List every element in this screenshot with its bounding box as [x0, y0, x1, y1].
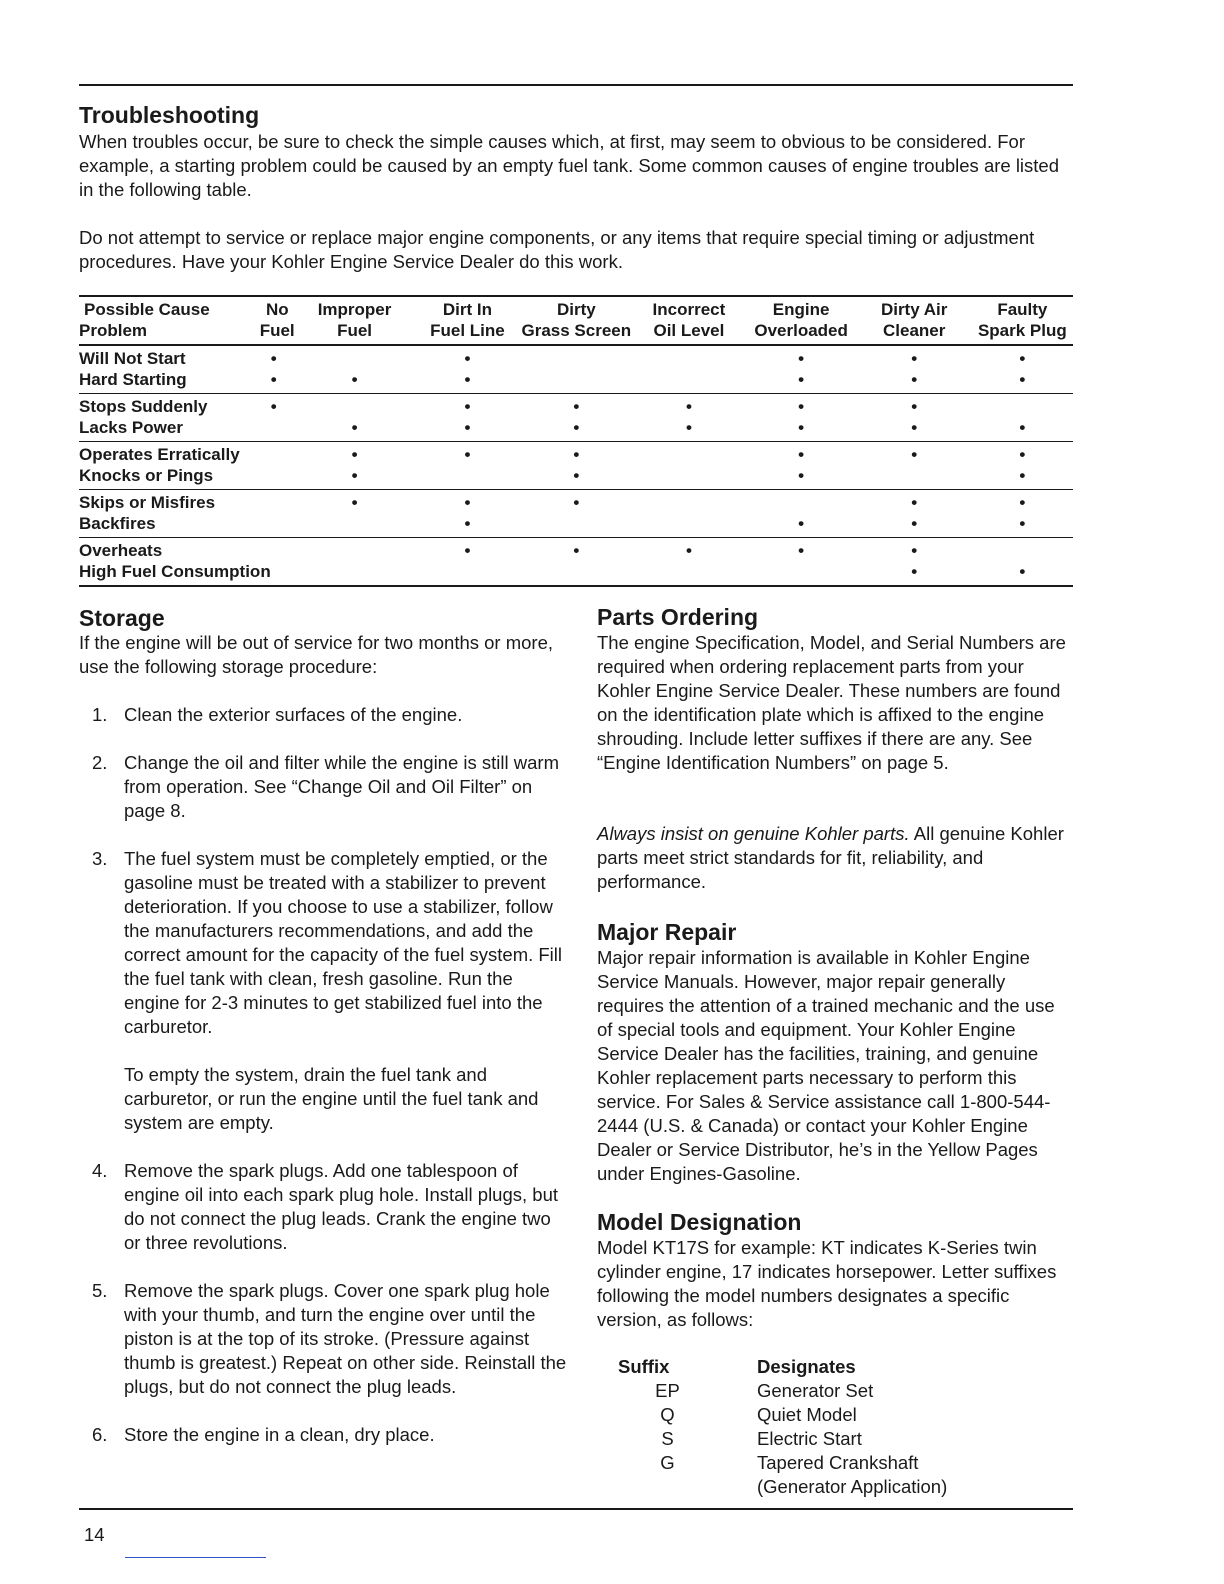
bullet-mark: •: [1019, 349, 1026, 368]
cause-mark: [632, 345, 745, 369]
col-header-0-line1: No: [265, 300, 289, 319]
step-text: Remove the spark plugs. Cover one spark plug hole with your thumb, and turn the engine over until the piston is at the top of its stroke. (Pressure against thumb is greatest.) Repeat on other side. Reinstall the plugs, but do not connect the plug leads.: [124, 1280, 567, 1397]
col-header-1-line1: Improper: [317, 300, 392, 319]
cause-mark: [632, 538, 745, 562]
table-row: [79, 394, 1073, 418]
col-header-5: [746, 296, 857, 345]
problem-label: High Fuel Consumption: [79, 562, 271, 581]
bullet-mark: •: [351, 418, 358, 437]
troubleshooting-intro: When troubles occur, be sure to check the simple causes which, at first, may seem to obvious to be considered. For example, a starting problem could be caused by an empty fuel tank. Some common causes of engine troubles are listed in the following table.: [79, 131, 1060, 200]
bullet-mark: •: [685, 418, 692, 437]
cause-mark: [746, 369, 857, 394]
link-underline: [125, 1557, 266, 1558]
table-row: [79, 490, 1073, 514]
bullet-mark: •: [1019, 493, 1026, 512]
bullet-mark: •: [911, 418, 918, 437]
bullet-mark: •: [464, 445, 471, 464]
problem-label: Will Not Start: [79, 349, 186, 368]
suffix-desc-cell: [757, 1451, 947, 1499]
cause-mark: [746, 538, 857, 562]
col-header-4-line2: Oil Level: [653, 321, 725, 340]
suffix-code: G: [660, 1452, 675, 1473]
cause-mark: [972, 394, 1073, 418]
cause-mark: [520, 345, 632, 369]
step-number: 4.: [92, 1160, 108, 1181]
cause-mark: [520, 513, 632, 538]
cause-mark: [295, 465, 415, 490]
corner-bottom-label: Problem: [79, 321, 148, 340]
table-row: [618, 1379, 947, 1403]
cause-mark: [972, 513, 1073, 538]
cause-mark: [746, 465, 857, 490]
cause-mark: [414, 538, 520, 562]
table-row: [79, 369, 1073, 394]
col-header-6-line1: Dirty Air: [880, 300, 948, 319]
cause-mark: [972, 417, 1073, 442]
bullet-mark: •: [685, 397, 692, 416]
list-item: [80, 1159, 570, 1255]
bullet-mark: •: [685, 541, 692, 560]
suffix-header-row: [618, 1355, 947, 1379]
cause-mark: [857, 490, 972, 514]
cause-mark: [271, 369, 295, 394]
problem-label: Backfires: [79, 514, 156, 533]
bullet-mark: •: [1019, 418, 1026, 437]
problem-label: Skips or Misfires: [79, 493, 216, 512]
cause-mark: [857, 538, 972, 562]
cause-mark: [972, 442, 1073, 466]
col-header-1-line2: Fuel: [337, 321, 373, 340]
bullet-mark: •: [351, 466, 358, 485]
bullet-mark: •: [798, 541, 805, 560]
cause-mark: [295, 561, 415, 586]
bullet-mark: •: [911, 493, 918, 512]
major-repair-body: Major repair information is available in Kohler Engine Service Manuals. However, major repair generally requires the attention of a trained mechanic and the use of special tools and equipment. Your Kohler Engine Service Dealer has the facilities, training, and genuine Kohler replacement parts necessary to perform this service. For Sales & Service assistance call 1-800-544-2444 (U.S. & Canada) or contact your Kohler Engine Dealer or Service Distributor, he’s in the Yellow Pages under Engines-Gasoline.: [597, 947, 1055, 1184]
bullet-mark: •: [464, 397, 471, 416]
list-item: [80, 1279, 570, 1399]
col-header-3: [520, 296, 632, 345]
cause-mark: [414, 513, 520, 538]
bullet-mark: •: [464, 370, 471, 389]
col-header-4: [632, 296, 745, 345]
cause-mark: [271, 394, 295, 418]
bullet-mark: •: [911, 562, 918, 581]
cause-mark: [414, 369, 520, 394]
top-rule: [79, 84, 1073, 86]
designates-header: Designates: [757, 1356, 856, 1377]
cause-mark: [271, 538, 295, 562]
cause-mark: [857, 561, 972, 586]
table-row: [79, 538, 1073, 562]
bullet-mark: •: [351, 493, 358, 512]
cause-mark: [520, 465, 632, 490]
bullet-mark: •: [798, 370, 805, 389]
step-number: 2.: [92, 752, 108, 773]
bullet-mark: •: [1019, 562, 1026, 581]
col-header-6: [857, 296, 972, 345]
col-header-7-line1: Faulty: [997, 300, 1048, 319]
troubleshooting-table: [79, 295, 1073, 587]
cause-mark: [746, 490, 857, 514]
bullet-mark: •: [911, 370, 918, 389]
bullet-mark: •: [911, 397, 918, 416]
cause-mark: [857, 369, 972, 394]
bullet-mark: •: [911, 514, 918, 533]
bullet-mark: •: [351, 370, 358, 389]
table-corner-header: [79, 296, 295, 345]
suffix-desc: Generator Set: [757, 1380, 874, 1401]
table-row: [618, 1427, 947, 1451]
cause-mark: [414, 442, 520, 466]
cause-mark: [295, 490, 415, 514]
step-number: 3.: [92, 848, 108, 869]
cause-mark: [632, 561, 745, 586]
bullet-mark: •: [573, 466, 580, 485]
table-row: [79, 465, 1073, 490]
cause-mark: [295, 394, 415, 418]
suffix-desc: Tapered Crankshaft: [757, 1452, 919, 1473]
bullet-mark: •: [573, 418, 580, 437]
suffix-code: S: [661, 1428, 674, 1449]
bullet-mark: •: [464, 493, 471, 512]
cause-mark: [746, 394, 857, 418]
bullet-mark: •: [798, 397, 805, 416]
cause-mark: [746, 442, 857, 466]
bullet-mark: •: [1019, 514, 1026, 533]
col-header-7-line2: Spark Plug: [977, 321, 1067, 340]
table-row: [79, 513, 1073, 538]
table-row: [79, 345, 1073, 369]
cause-mark: [271, 417, 295, 442]
cause-mark: [271, 490, 295, 514]
cause-mark: [520, 561, 632, 586]
list-item: [80, 703, 570, 727]
suffix-desc: Electric Start: [757, 1428, 862, 1449]
cause-mark: [520, 369, 632, 394]
cause-mark: [520, 442, 632, 466]
suffix-desc: Quiet Model: [757, 1404, 857, 1425]
cause-mark: [632, 369, 745, 394]
problem-label: Operates Erratically: [79, 445, 240, 464]
cause-mark: [520, 394, 632, 418]
storage-heading: Storage: [79, 605, 165, 631]
bullet-mark: •: [351, 445, 358, 464]
suffix-desc-extra: (Generator Application): [757, 1476, 948, 1497]
cause-mark: [746, 513, 857, 538]
bullet-mark: •: [798, 349, 805, 368]
col-header-7: [972, 296, 1073, 345]
cause-mark: [520, 538, 632, 562]
suffix-header: Suffix: [618, 1356, 670, 1377]
step-text: Store the engine in a clean, dry place.: [124, 1424, 435, 1445]
cause-mark: [632, 465, 745, 490]
cause-mark: [414, 417, 520, 442]
col-header-2: [414, 296, 520, 345]
cause-mark: [414, 490, 520, 514]
col-header-3-line1: Dirty: [556, 300, 596, 319]
step-number: 6.: [92, 1424, 108, 1445]
step-subtext: To empty the system, drain the fuel tank and carburetor, or run the engine until the fuel tank and system are empty.: [124, 1064, 539, 1133]
bullet-mark: •: [464, 418, 471, 437]
list-item: [80, 751, 570, 823]
step-number: 5.: [92, 1280, 108, 1301]
cause-mark: [972, 561, 1073, 586]
cause-mark: [857, 345, 972, 369]
parts-ordering-body: The engine Specification, Model, and Serial Numbers are required when ordering replacement parts from your Kohler Engine Service Dealer. These numbers are found on the identification plate which is affixed to the engine shrouding. Include letter suffixes if there are any. See “Engine Identification Numbers” on page 5.: [597, 632, 1066, 773]
suffix-code: Q: [660, 1404, 675, 1425]
col-header-2-line1: Dirt In: [442, 300, 492, 319]
bullet-mark: •: [270, 397, 277, 416]
cause-mark: [271, 345, 295, 369]
bullet-mark: •: [573, 493, 580, 512]
bullet-mark: •: [911, 541, 918, 560]
bullet-mark: •: [798, 445, 805, 464]
cause-mark: [632, 417, 745, 442]
cause-mark: [295, 345, 415, 369]
bullet-mark: •: [464, 349, 471, 368]
problem-label: Stops Suddenly: [79, 397, 208, 416]
bullet-mark: •: [798, 514, 805, 533]
bullet-mark: •: [1019, 445, 1026, 464]
col-header-2-line2: Fuel Line: [430, 321, 505, 340]
page-number: 14: [84, 1524, 105, 1545]
cause-mark: [632, 490, 745, 514]
storage-steps: [80, 703, 570, 1471]
problem-label: Knocks or Pings: [79, 466, 214, 485]
cause-mark: [857, 442, 972, 466]
parts-ordering-body2: All genuine Kohler parts meet strict standards for fit, reliability, and performance.: [597, 823, 1064, 892]
step-text: The fuel system must be completely emptied, or the gasoline must be treated with a stabilizer to prevent deterioration. If you choose to use a stabilizer, follow the manufacturers recommendations, and add the correct amount for the capacity of the fuel system. Fill the fuel tank with clean, fresh gasoline. Run the engine for 2-3 minutes to get stabilized fuel into the carburetor.: [124, 848, 563, 1037]
table-row: [618, 1403, 947, 1427]
cause-mark: [746, 417, 857, 442]
bullet-mark: •: [911, 445, 918, 464]
cause-mark: [972, 465, 1073, 490]
problem-label: Hard Starting: [79, 370, 187, 389]
bottom-rule: [79, 1508, 1073, 1510]
problem-label: Lacks Power: [79, 418, 183, 437]
cause-mark: [972, 490, 1073, 514]
table-header-row: [79, 296, 1073, 345]
col-header-5-line2: Overloaded: [754, 321, 848, 340]
model-designation-body: Model KT17S for example: KT indicates K-Series twin cylinder engine, 17 indicates horsepower. Letter suffixes following the model numbers designates a specific version, as follows:: [597, 1237, 1057, 1330]
bullet-mark: •: [270, 370, 277, 389]
cause-mark: [271, 442, 295, 466]
cause-mark: [271, 465, 295, 490]
table-row: [79, 561, 1073, 586]
corner-top-label: Possible Cause: [84, 300, 210, 319]
troubleshooting-heading: Troubleshooting: [79, 102, 260, 128]
col-header-1: [295, 296, 415, 345]
parts-ordering-note: [597, 822, 1073, 894]
table-row: [79, 417, 1073, 442]
troubleshooting-warning: Do not attempt to service or replace major engine components, or any items that require special timing or adjustment procedures. Have your Kohler Engine Service Dealer do this work.: [79, 227, 1035, 272]
bullet-mark: •: [270, 349, 277, 368]
cause-mark: [632, 513, 745, 538]
bullet-mark: •: [1019, 370, 1026, 389]
col-header-3-line2: Grass Screen: [521, 321, 632, 340]
cause-mark: [520, 417, 632, 442]
bullet-mark: •: [1019, 466, 1026, 485]
table-row: [618, 1451, 947, 1499]
list-item: [80, 847, 570, 1135]
bullet-mark: •: [798, 466, 805, 485]
cause-mark: [972, 369, 1073, 394]
cause-mark: [295, 538, 415, 562]
cause-mark: [414, 561, 520, 586]
col-header-6-line2: Cleaner: [882, 321, 946, 340]
cause-mark: [632, 442, 745, 466]
step-text: Clean the exterior surfaces of the engine.: [124, 704, 463, 725]
cause-mark: [271, 513, 295, 538]
step-number: 1.: [92, 704, 108, 725]
step-text: Change the oil and filter while the engine is still warm from operation. See “Change Oil and Oil Filter” on page 8.: [124, 752, 559, 821]
bullet-mark: •: [573, 397, 580, 416]
cause-mark: [972, 538, 1073, 562]
parts-ordering-emphasis: Always insist on genuine Kohler parts.: [597, 823, 910, 844]
bullet-mark: •: [573, 541, 580, 560]
cause-mark: [295, 513, 415, 538]
cause-mark: [295, 417, 415, 442]
cause-mark: [295, 442, 415, 466]
storage-intro: If the engine will be out of service for two months or more, use the following storage procedure:: [79, 632, 554, 677]
cause-mark: [295, 369, 415, 394]
cause-mark: [857, 417, 972, 442]
col-header-4-line1: Incorrect: [652, 300, 726, 319]
suffix-table: [618, 1355, 947, 1499]
cause-mark: [414, 345, 520, 369]
col-header-5-line1: Engine: [772, 300, 830, 319]
bullet-mark: •: [464, 541, 471, 560]
bullet-mark: •: [798, 418, 805, 437]
bullet-mark: •: [464, 514, 471, 533]
col-header-0-line2: Fuel: [259, 321, 295, 340]
bullet-mark: •: [573, 445, 580, 464]
cause-mark: [271, 561, 295, 586]
parts-ordering-heading: Parts Ordering: [597, 604, 759, 630]
suffix-code: EP: [655, 1380, 680, 1401]
cause-mark: [746, 561, 857, 586]
cause-mark: [972, 345, 1073, 369]
cause-mark: [857, 465, 972, 490]
bullet-mark: •: [911, 349, 918, 368]
cause-mark: [414, 394, 520, 418]
cause-mark: [746, 345, 857, 369]
cause-mark: [632, 394, 745, 418]
cause-mark: [414, 465, 520, 490]
cause-mark: [857, 394, 972, 418]
step-text: Remove the spark plugs. Add one tablespoon of engine oil into each spark plug hole. Install plugs, but do not connect the plug leads. Crank the engine two or three revolutions.: [124, 1160, 559, 1253]
table-row: [79, 442, 1073, 466]
cause-mark: [520, 490, 632, 514]
major-repair-heading: Major Repair: [597, 919, 737, 945]
list-item: [80, 1423, 570, 1447]
table-body: [79, 345, 1073, 586]
problem-label: Overheats: [79, 541, 163, 560]
model-designation-heading: Model Designation: [597, 1209, 802, 1235]
cause-mark: [857, 513, 972, 538]
